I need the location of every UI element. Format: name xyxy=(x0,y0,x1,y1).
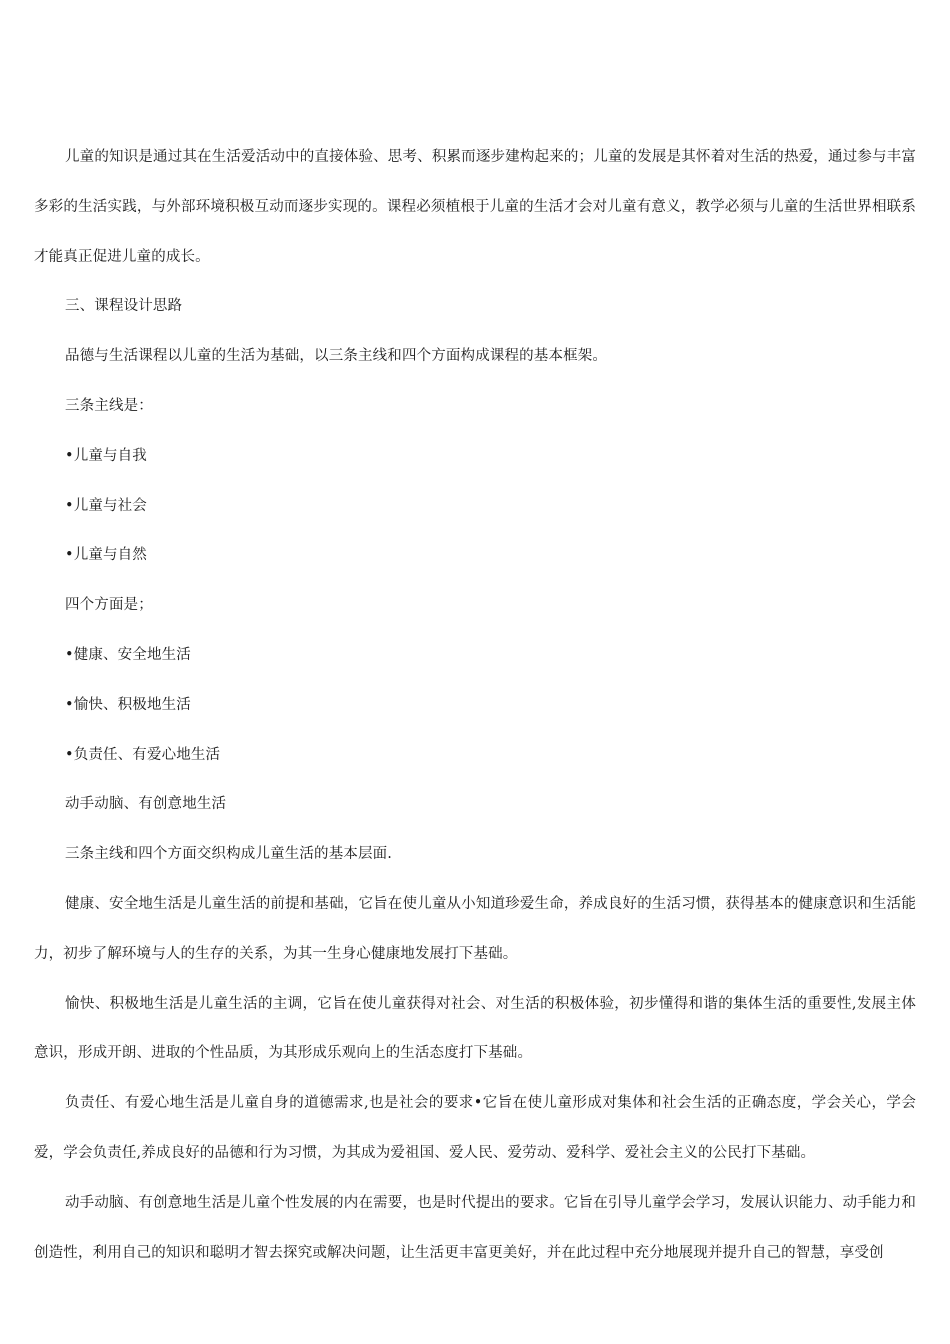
paragraph-healthy-safe-living: 健康、安全地生活是儿童生活的前提和基础，它旨在使儿童从小知道珍爱生命，养成良好的生活习惯，获得基本的健康意识和生活能力，初步了解环境与人的生存的关系，为其一生身心健康地发展打下基础。 xyxy=(34,895,916,962)
list-item-child-and-self: •儿童与自我 xyxy=(65,447,147,464)
paragraph-creative-living: 动手动脑、有创意地生活是儿童个性发展的内在需要，也是时代提出的要求。它旨在引导儿童学会学习，发展认识能力、动手能力和创造性，利用自己的知识和聪明才智去探究或解决问题，让生活更丰富更美好，并在此过程中充分地展现并提升自己的智慧，享受创 xyxy=(34,1194,916,1261)
paragraph-happy-positive-living: 愉快、积极地生活是儿童生活的主调，它旨在使儿童获得对社会、对生活的积极体验，初步懂得和谐的集体生活的重要性,发展主体意识，形成开朗、进取的个性品质，为其形成乐观向上的生活态度打下基础。 xyxy=(34,995,916,1062)
paragraph-course-framework: 品德与生活课程以儿童的生活为基础，以三条主线和四个方面构成课程的基本框架。 xyxy=(65,348,608,365)
list-item-happy-positive-living: •愉快、积极地生活 xyxy=(65,696,191,713)
section-heading-course-design: 三、课程设计思路 xyxy=(65,298,183,315)
list-heading-four-aspects: 四个方面是； xyxy=(65,597,153,614)
list-item-creative-living: 动手动脑、有创意地生活 xyxy=(65,796,227,813)
paragraph-basic-levels: 三条主线和四个方面交织构成儿童生活的基本层面. xyxy=(65,846,393,863)
list-item-child-and-society: •儿童与社会 xyxy=(65,497,147,514)
list-heading-three-main-lines: 三条主线是： xyxy=(65,397,153,414)
document-body xyxy=(34,133,916,1278)
paragraph-responsible-caring-living: 负责任、有爱心地生活是儿童自身的道德需求,也是社会的要求•它旨在使儿童形成对集体和社会生活的正确态度，学会关心，学会爱，学会负责任,养成良好的品德和行为习惯，为其成为爱祖国、爱人民、爱劳动、爱科学、爱社会主义的公民打下基础。 xyxy=(34,1095,916,1161)
list-item-child-and-nature: •儿童与自然 xyxy=(65,547,147,564)
list-item-responsible-caring-living: •负责任、有爱心地生活 xyxy=(65,746,221,763)
list-item-healthy-safe-living: •健康、安全地生活 xyxy=(65,646,191,663)
paragraph-children-knowledge: 儿童的知识是通过其在生活爱活动中的直接体验、思考、积累而逐步建构起来的；儿童的发展是其怀着对生活的热爱，通过参与丰富多彩的生活实践，与外部环境积极互动而逐步实现的。课程必须植根于儿童的生活才会对儿童有意义，教学必须与儿童的生活世界相联系才能真正促进儿童的成长。 xyxy=(34,149,916,265)
